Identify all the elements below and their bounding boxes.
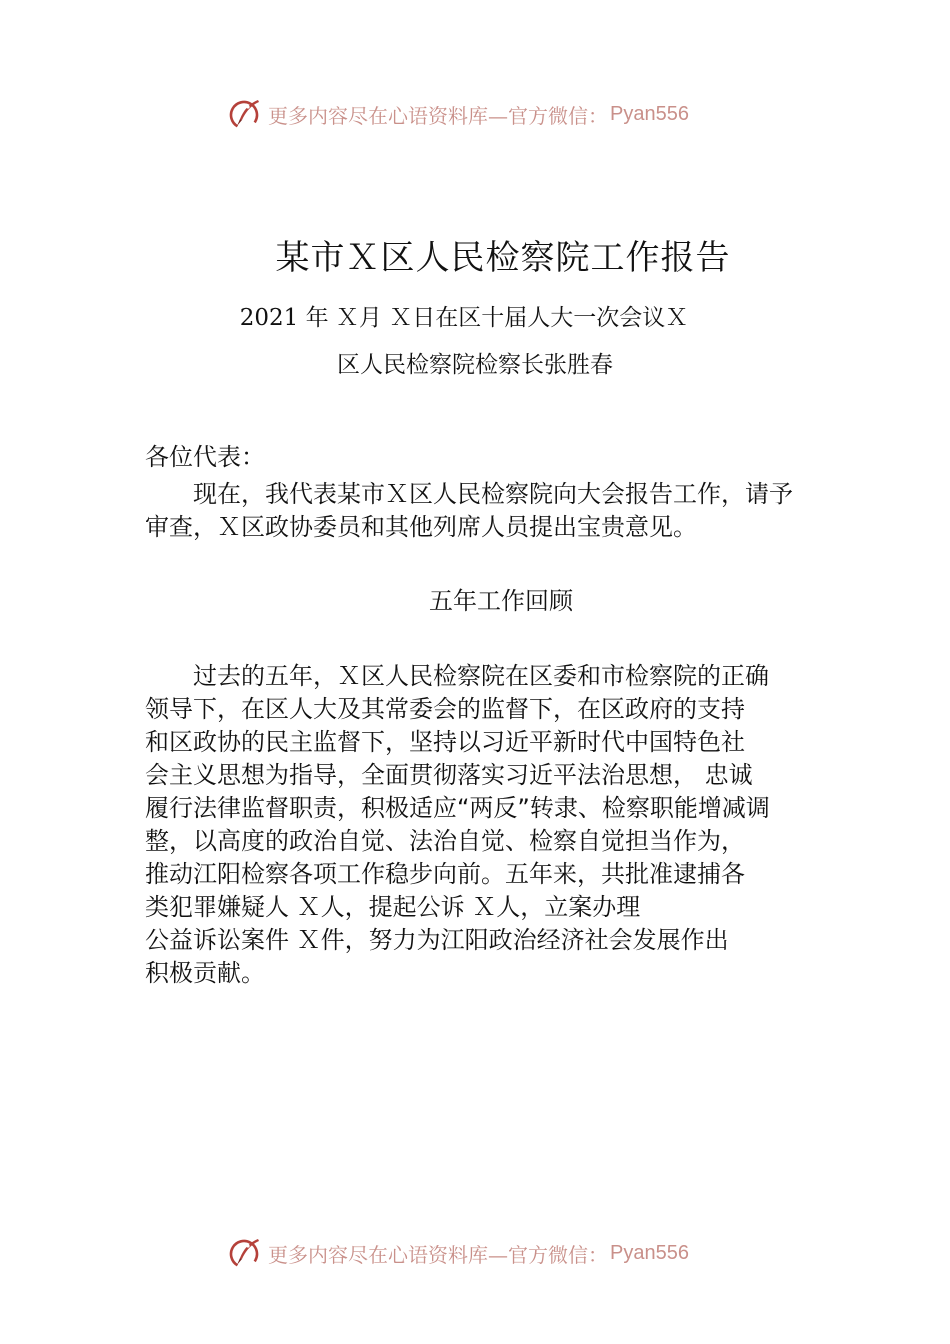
review-line: 类犯罪嫌疑人 Ｘ人，提起公诉 Ｘ人，立案办理 xyxy=(145,893,641,921)
watermark-text: 更多内容尽在心语资料库—官方微信： xyxy=(268,1242,608,1267)
section-heading: 五年工作回顾 xyxy=(429,587,573,615)
review-line: 领导下，在区人大及其常委会的监督下，在区政府的支持 xyxy=(145,695,745,723)
report-subtitle-line1: 2021 年 Ｘ月 Ｘ日在区十届人大一次会议Ｘ xyxy=(239,305,689,331)
salutation: 各位代表： xyxy=(145,443,265,471)
watermark-wechat-id: Pyan556 xyxy=(610,102,689,125)
quill-logo-icon xyxy=(228,1236,262,1270)
watermark-text: 更多内容尽在心语资料库—官方微信： xyxy=(268,103,608,128)
review-line: 过去的五年，Ｘ区人民检察院在区委和市检察院的正确 xyxy=(193,662,769,690)
review-line: 履行法律监督职责，积极适应“两反”转隶、检察职能增减调 xyxy=(145,794,770,822)
review-line: 会主义思想为指导，全面贯彻落实习近平法治思想， 忠诚 xyxy=(145,761,753,789)
header-watermark xyxy=(228,96,689,132)
watermark-wechat-id: Pyan556 xyxy=(610,1241,689,1264)
review-paragraph xyxy=(145,660,810,990)
footer-watermark xyxy=(228,1235,689,1271)
intro-paragraph: 现在，我代表某市Ｘ区人民检察院向大会报告工作，请予审查，Ｘ区政协委员和其他列席人员提出宝贵意见。 xyxy=(145,480,793,541)
report-subtitle-line2: 区人民检察院检察长张胜春 xyxy=(337,352,613,378)
quill-logo-icon xyxy=(228,97,262,131)
review-line: 积极贡献。 xyxy=(145,959,265,987)
review-line: 和区政协的民主监督下，坚持以习近平新时代中国特色社 xyxy=(145,728,745,756)
review-line: 公益诉讼案件 Ｘ件，努力为江阳政治经济社会发展作出 xyxy=(145,926,729,954)
review-line: 整，以高度的政治自觉、法治自觉、检察自觉担当作为， xyxy=(145,827,745,855)
review-line: 推动江阳检察各项工作稳步向前。五年来，共批准逮捕各 xyxy=(145,860,745,888)
report-title: 某市Ｘ区人民检察院工作报告 xyxy=(275,238,731,278)
